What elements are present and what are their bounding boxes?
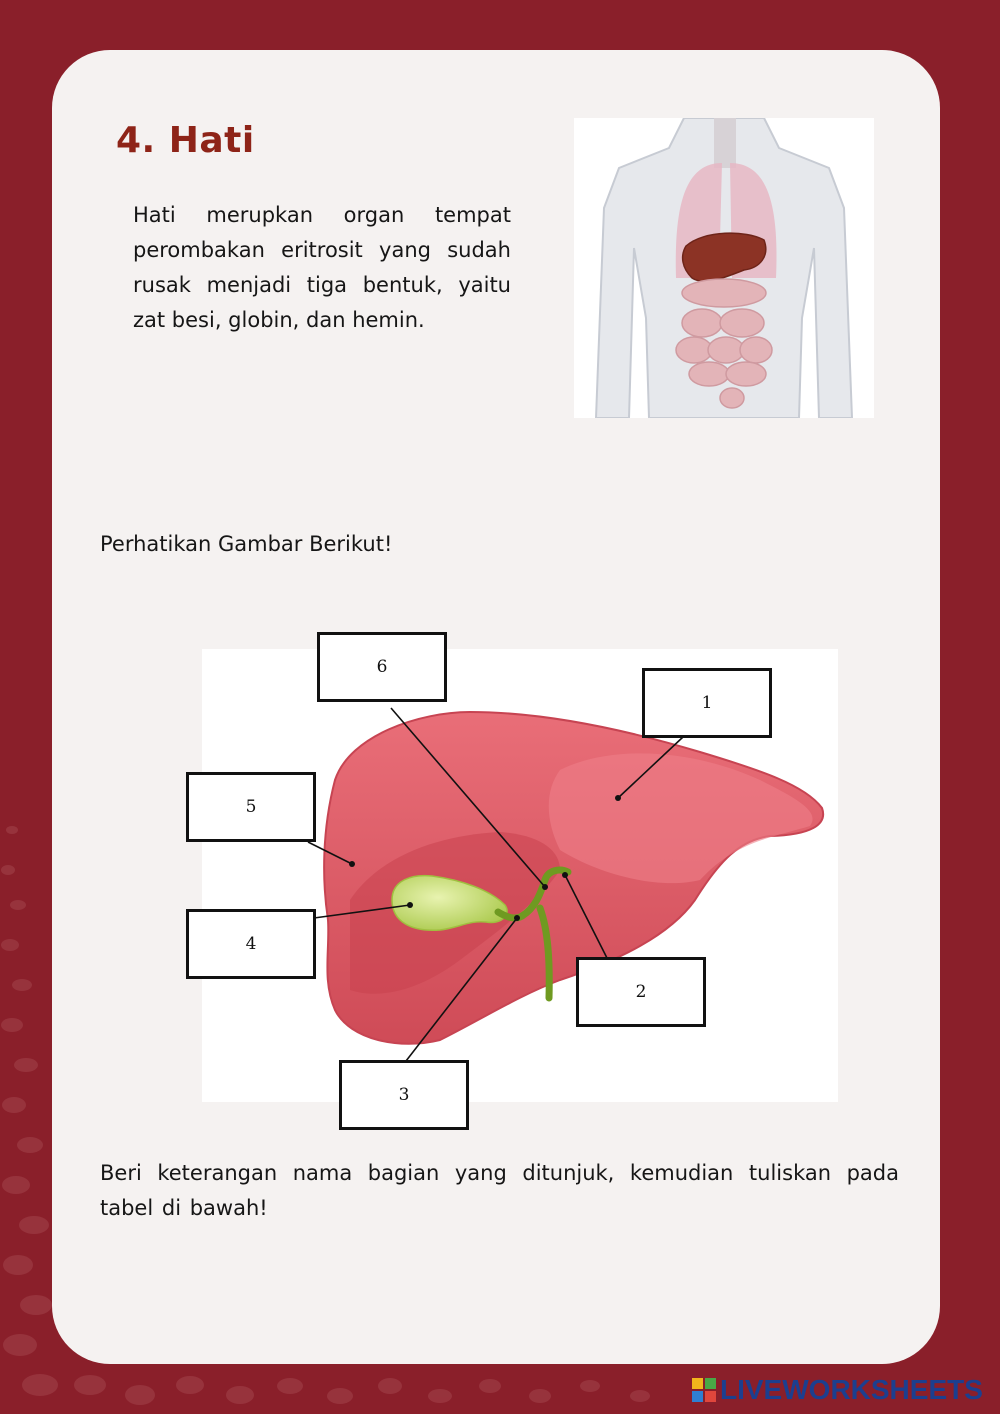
intro-paragraph: Hati merupkan organ tempat perombakan eritrosit yang sudah rusak menjadi tiga bentuk, yaitu zat besi, globin, dan hemin. [133,203,511,332]
label-box-6: 6 [317,632,447,702]
prompt-text: Perhatikan Gambar Berikut! [100,532,393,556]
brand-name: LIVEWORKSHEETS [720,1374,983,1405]
liveworksheets-brand [692,1372,983,1408]
section-title: 4. Hati [116,120,255,161]
label-box-4: 4 [186,909,316,979]
label-box-5: 5 [186,772,316,842]
instruction-text: Beri keterangan nama bagian yang ditunjuk, kemudian tuliskan pada tabel di bawah! [100,1161,899,1220]
label-box-3: 3 [339,1060,469,1130]
label-box-2: 2 [576,957,706,1027]
liveworksheets-logo-icon [692,1378,716,1402]
label-box-1: 1 [642,668,772,738]
